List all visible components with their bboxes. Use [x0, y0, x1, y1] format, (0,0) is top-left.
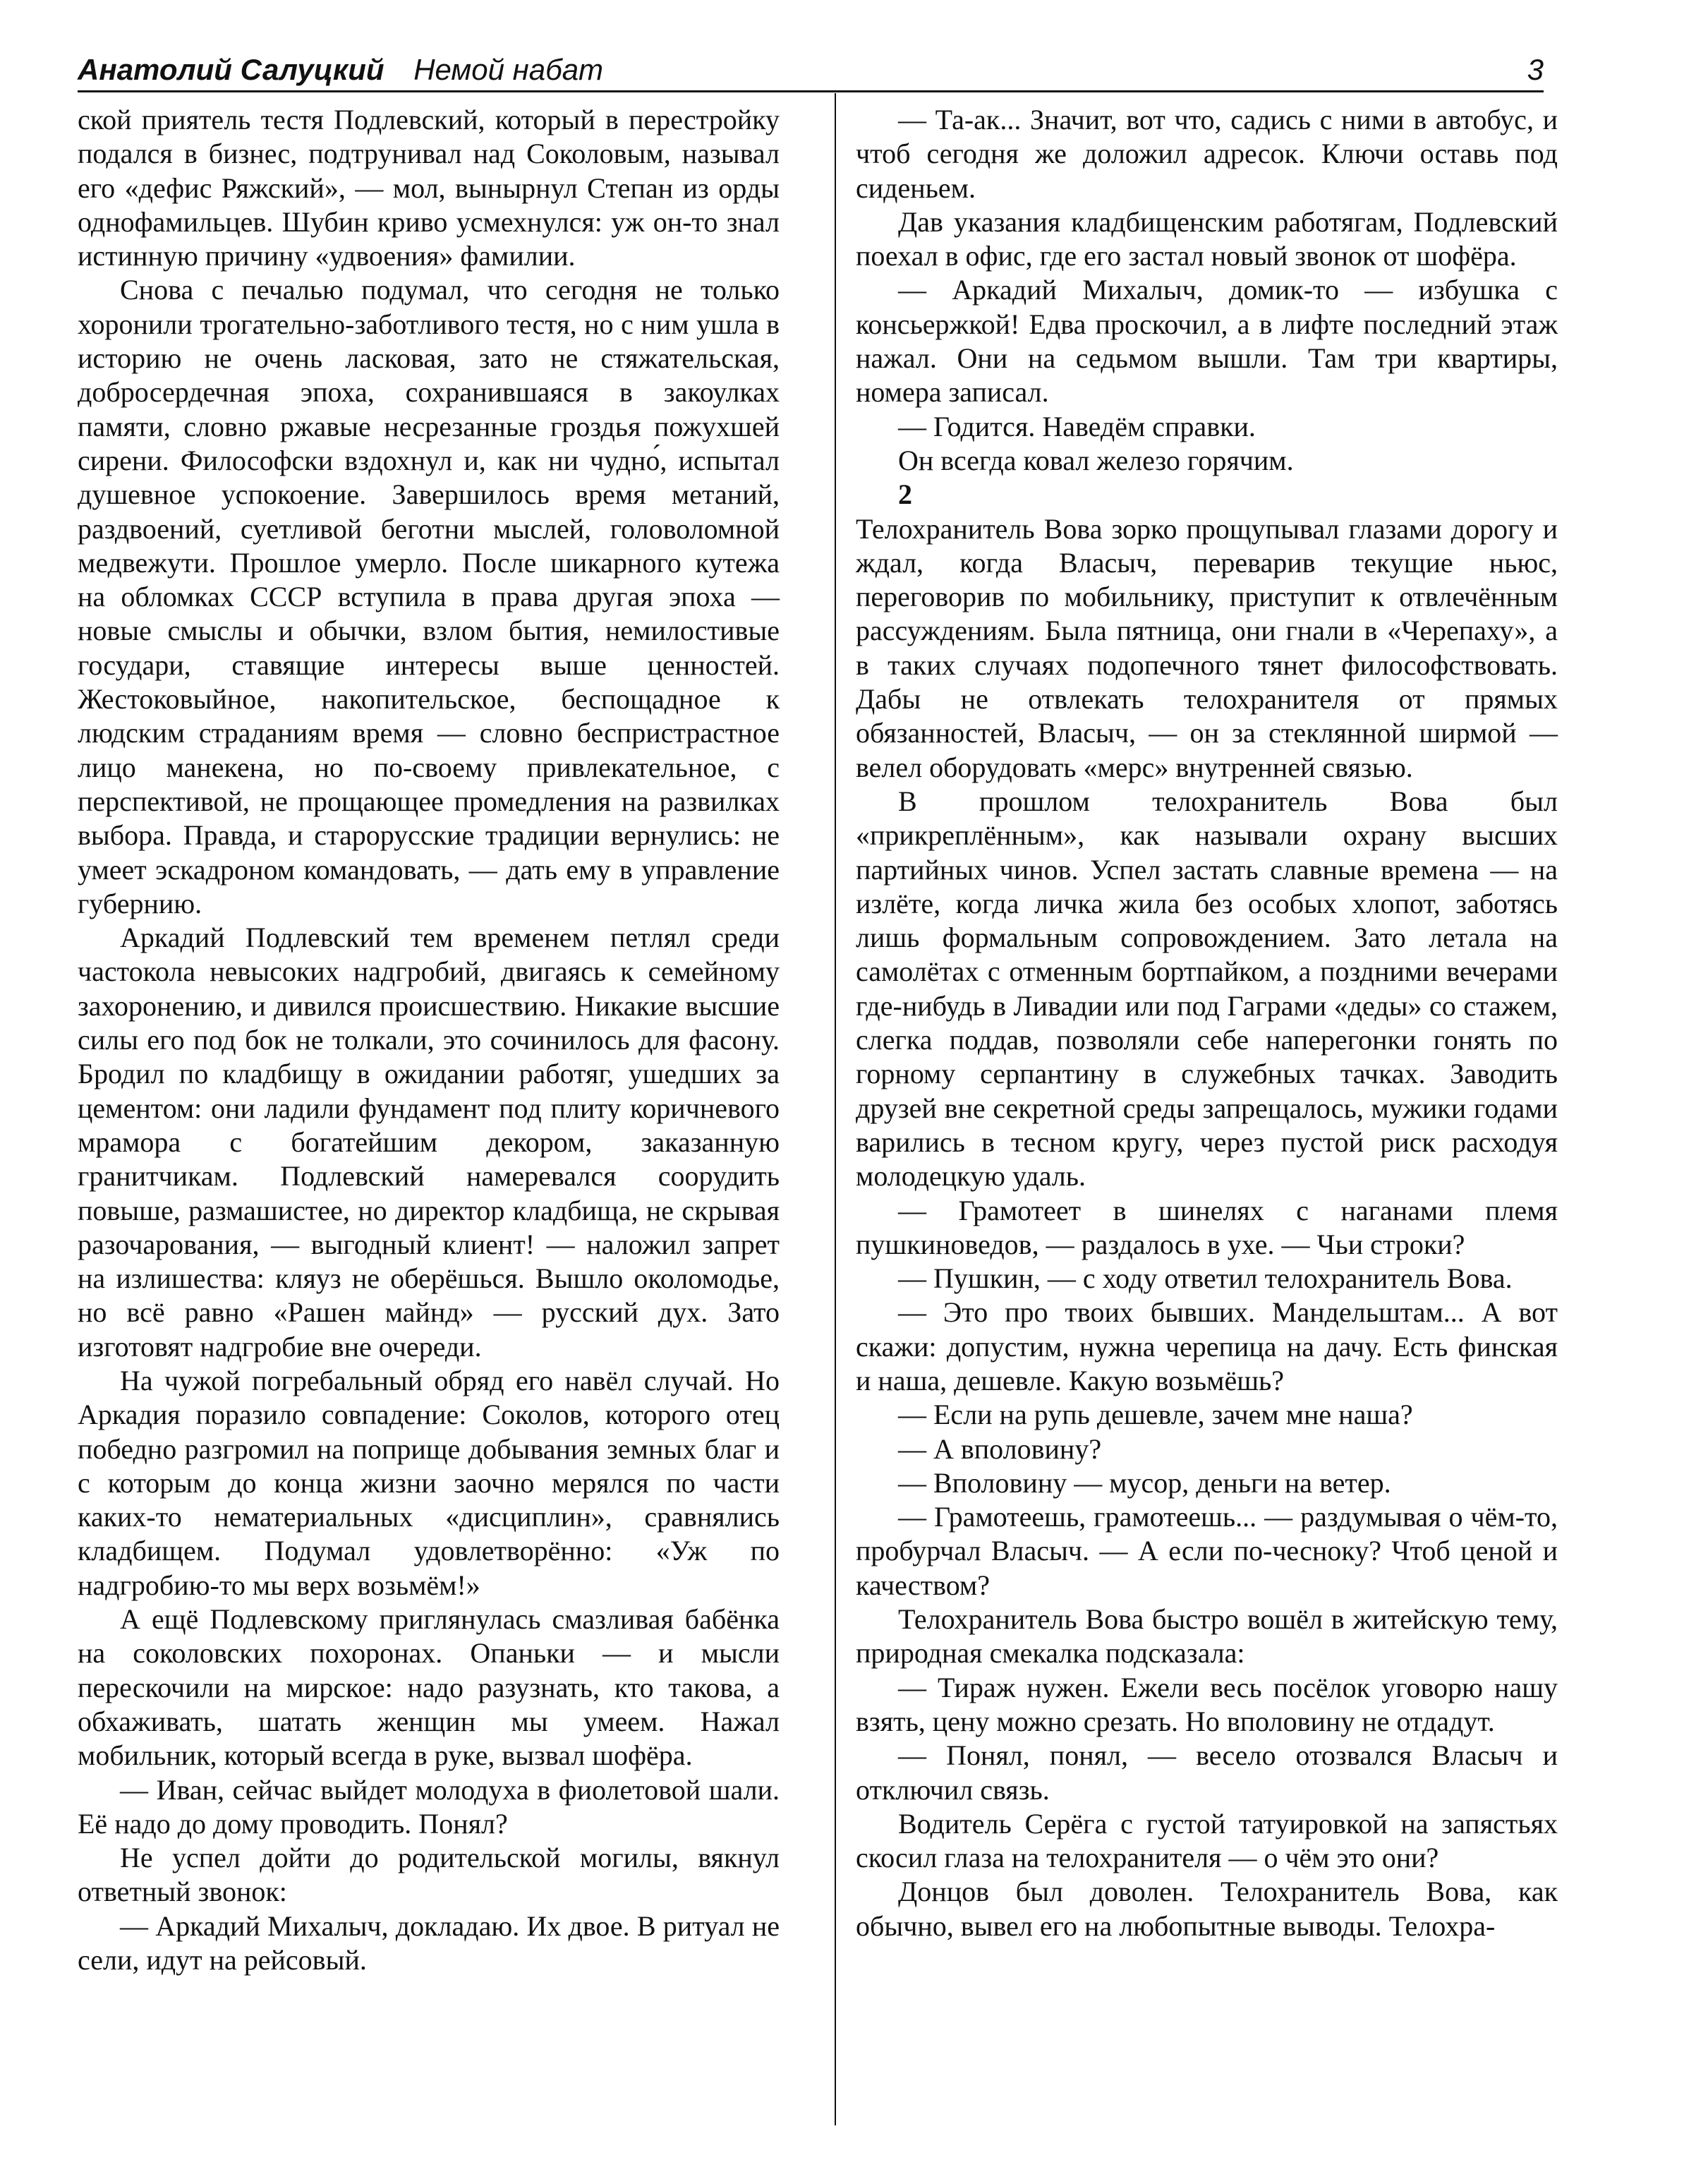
right-column: [856, 103, 1558, 1943]
paragraph: — Та-ак... Значит, вот что, садись с ними в автобус, и чтоб сегодня же доложил адресок. Ключи оставь под сиденьем.: [856, 104, 1558, 204]
header-rule: [78, 90, 1544, 92]
paragraph: — Годится. Наведём справки.: [898, 410, 1256, 442]
paragraph: — Если на рупь дешевле, зачем мне наша?: [898, 1399, 1413, 1431]
paragraph: Он всегда ковал железо горячим.: [898, 444, 1294, 476]
running-header: [78, 48, 1544, 92]
paragraph: — Аркадий Михалыч, докладаю. Их двое. В ритуал не сели, идут на рейсовый.: [78, 1909, 780, 1976]
paragraph: — Вполовину — мусор, деньги на ветер.: [898, 1466, 1391, 1499]
left-column: [78, 103, 780, 1977]
paragraph: А ещё Подлевскому приглянулась смазливая бабёнка на соколовских похоронах. Опаньки — и мысли перескочили на мирское: надо разузнать, кто такова, а обхаживать, шатать женщин мы умеем. Нажал мобильник, который всегда в руке, вызвал шофёра.: [78, 1603, 780, 1772]
paragraph: Телохранитель Вова быстро вошёл в житейскую тему, природная смекалка подсказала:: [856, 1603, 1558, 1670]
paragraph: — Грамотеет в шинелях с наганами племя пушкиноведов, — раздалось в ухе. — Чьи строки?: [856, 1194, 1558, 1260]
paragraph: — Это про твоих бывших. Мандельштам... А вот скажи: допустим, нужна черепица на дачу. Есть финская и наша, дешевле. Какую возьмёшь?: [856, 1296, 1558, 1396]
header-title: Немой набат: [413, 53, 604, 86]
paragraph: — А вполовину?: [898, 1432, 1102, 1465]
paragraph: — Аркадий Михалыч, домик-то — избушка с консьержкой! Едва проскочил, а в лифте последний этаж нажал. Они на седьмом вышли. Там три квартиры, номера записал.: [856, 274, 1558, 409]
paragraph: — Иван, сейчас выйдет молодуха в фиолетовой шали. Её надо до дому проводить. Понял?: [78, 1773, 780, 1840]
paragraph: Донцов был доволен. Телохранитель Вова, как обычно, вывел его на любопытные выводы. Телохра-: [856, 1876, 1558, 1942]
paragraph: Аркадий Подлевский тем временем петлял среди частокола невысоких надгробий, двигаясь к семейному захоронению, и дивился происшествию. Никакие высшие силы его под бок не толкали, это сочинилось для фасону. Бродил по кладбищу в ожидании работяг, ушедших за цементом: они ладили фундамент под плиту коричневого мрамора с богатейшим декором, заказанную гранитчикам. Подлевский намеревался соорудить повыше, размашистее, но директор кладбища, не скрывая разочарования, — выгодный клиент! — наложил запрет на излишества: кляуз не оберёшься. Вышло околомодье, но всё равно «Рашен майнд» — русский дух. Зато изготовят надгробие вне очереди.: [78, 922, 780, 1363]
paragraph: Снова с печалью подумал, что сегодня не только хоронили трогательно-заботливого тестя, но с ним ушла в историю не очень ласковая, зато не стяжательская, добросердечная эпоха, сохранившаяся в закоулках памяти, словно ржавые несрезанные гроздья пожухшей сирени. Философски вздохнул и, как ни чудно́, испытал душевное успокоение. Завершилось время метаний, раздвоений, суетливой беготни мыслей, головоломной медвежути. Прошлое умерло. После шикарного кутежа на обломках СССР вступила в права другая эпоха — новые смыслы и обычки, взлом бытия, немилостивые государи, ставящие интересы выше ценностей. Жестоковыйное, накопительское, беспощадное к людским страданиям время — словно беспристрастное лицо манекена, но по-своему привлекательное, с перспективой, не прощающее промедления на развилках выбора. Правда, и старорусские традиции вернулись: не умеет эскадроном командовать, — дать ему в управление губернию.: [78, 274, 780, 919]
column-divider: [835, 93, 836, 2125]
paragraph: — Грамотеешь, грамотеешь... — раздумывая о чём-то, пробурчал Власыч. — А если по-чесноку? Чтоб ценой и качеством?: [856, 1501, 1558, 1601]
paragraph: ской приятель тестя Подлевский, который в перестройку подался в бизнес, подтрунивал над Соколовым, называл его «дефис Ряжский», — мол, вынырнул Степан из орды однофамильцев. Шубин криво усмехнулся: уж он-то знал истинную причину «удвоения» фамилии.: [78, 104, 780, 272]
paragraph: — Пушкин, — с ходу ответил телохранитель Вова.: [898, 1262, 1513, 1295]
paragraph: — Понял, понял, — весело отозвался Власыч и отключил связь.: [856, 1739, 1558, 1806]
paragraph: Дав указания кладбищенским работягам, Подлевский поехал в офис, где его застал новый звонок от шофёра.: [856, 205, 1558, 272]
header-author: Анатолий Салуцкий: [78, 53, 384, 86]
paragraph: В прошлом телохранитель Вова был «прикреплённым», как называли охрану высших партийных чинов. Успел застать славные времена — на излёте, когда личка жила без особых хлопот, заботясь лишь формальным сопровождением. Зато летала на самолётах с отменным бортпайком, а поздними вечерами где-нибудь в Ливадии или под Гаграми «деды» со стажем, слегка поддав, позволяли себе наперегонки гонять по горному серпантину в служебных тачках. Заводить друзей вне секретной среды запрещалось, мужики годами варились в тесном кругу, через пустой риск расходуя молодецкую удаль.: [856, 785, 1558, 1193]
section-number: 2: [898, 478, 912, 511]
paragraph: — Тираж нужен. Ежели весь посёлок уговорю нашу взять, цену можно срезать. Но вполовину не отдадут.: [856, 1671, 1558, 1737]
page-number: 3: [1527, 53, 1544, 86]
paragraph: Телохранитель Вова зорко прощупывал глазами дорогу и ждал, когда Власыч, переварив текущие ньюс, переговорив по мобильнику, приступит к отвлечённым рассуждениям. Была пятница, они гнали в «Черепаху», а в таких случаях подопечного тянет философствовать. Дабы не отвлекать телохранителя от прямых обязанностей, Власыч, — он за стеклянной ширмой — велел оборудовать «мерс» внутренней связью.: [856, 512, 1558, 783]
paragraph: Водитель Серёга с густой татуировкой на запястьях скосил глаза на телохранителя — о чём это они?: [856, 1807, 1558, 1874]
paragraph: Не успел дойти до родительской могилы, вякнул ответный звонок:: [78, 1842, 780, 1908]
paragraph: На чужой погребальный обряд его навёл случай. Но Аркадия поразило совпадение: Соколов, которого отец победно разгромил на поприще добывания земных благ и с которым до конца жизни заочно мерялся по части каких-то нематериальных «дисциплин», сравнялись кладбищем. Подумал удовлетворённо: «Уж по надгробию-то мы верх возьмём!»: [78, 1364, 780, 1601]
